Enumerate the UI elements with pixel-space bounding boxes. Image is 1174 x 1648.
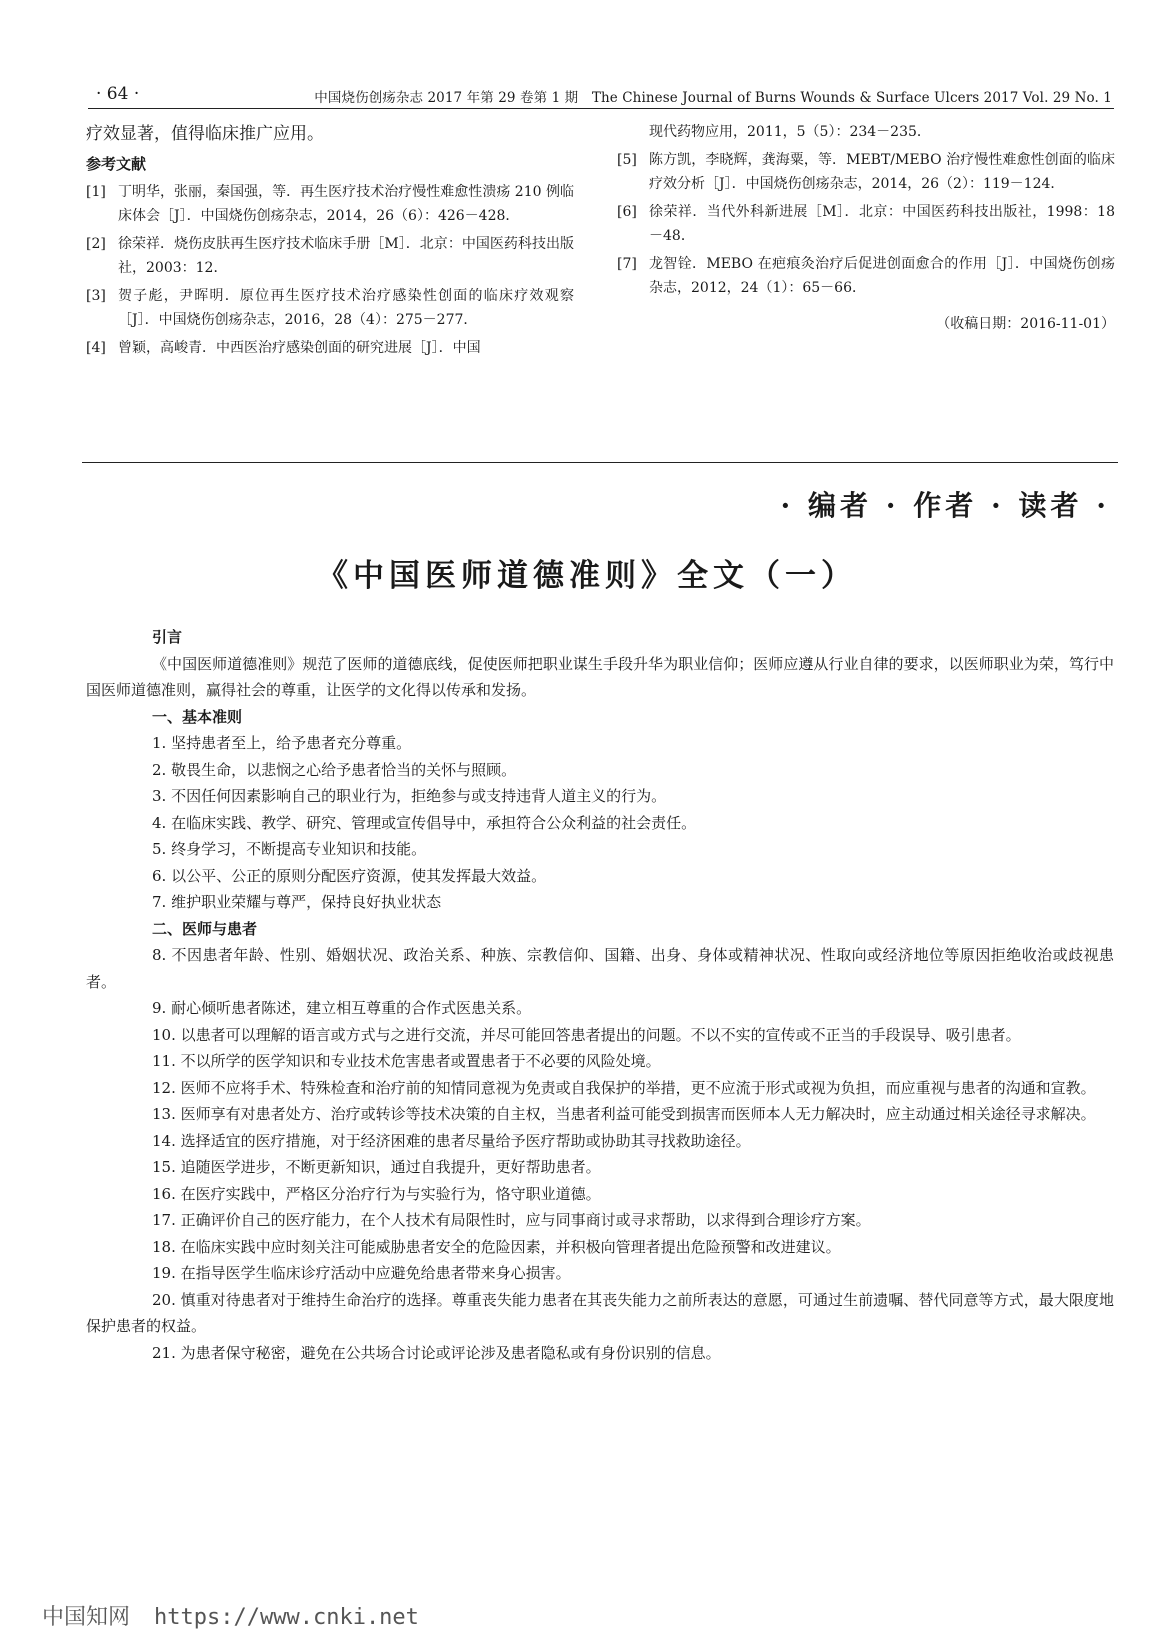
reference-item	[617, 148, 1115, 196]
reference-number: [5]	[617, 152, 637, 168]
page-number: · 64 ·	[96, 84, 140, 104]
reference-text: 徐荣祥．烧伤皮肤再生医疗技术临床手册［M］．北京：中国医药科技出版社，2003：12．	[118, 236, 574, 276]
running-header	[88, 84, 1114, 108]
reference-text: 徐荣祥．当代外科新进展［M］．北京：中国医药科技出版社，1998：18－48．	[649, 204, 1115, 244]
reference-item	[617, 252, 1115, 300]
list-item: 3. 不因任何因素影响自己的职业行为，拒绝参与或支持违背人道主义的行为。	[152, 787, 667, 805]
watermark-site: 中国知网	[42, 1605, 131, 1630]
list-item: 15. 追随医学进步，不断更新知识，通过自我提升，更好帮助患者。	[152, 1158, 601, 1176]
section-heading: 二、医师与患者	[152, 919, 258, 938]
cnki-watermark	[42, 1600, 419, 1631]
list-item: 8. 不因患者年龄、性别、婚姻状况、政治关系、种族、宗教信仰、国籍、出身、身体或精神状况、性取向或经济地位等原因拒绝收治或歧视患者。	[86, 946, 1114, 991]
article-body	[86, 624, 1114, 1366]
list-item: 7. 维护职业荣耀与尊严，保持良好执业状态	[152, 893, 442, 911]
list-item: 9. 耐心倾听患者陈述，建立相互尊重的合作式医患关系。	[152, 999, 532, 1017]
reference-number: [6]	[617, 204, 637, 220]
reference-item	[86, 284, 574, 332]
list-item: 4. 在临床实践、教学、研究、管理或宣传倡导中，承担符合公众利益的社会责任。	[152, 813, 697, 832]
list-item: 5. 终身学习，不断提高专业知识和技能。	[152, 840, 427, 858]
reference-item	[86, 180, 574, 228]
reference-text: 贺子彪，尹晖明．原位再生医疗技术治疗感染性创面的临床疗效观察［J］．中国烧伤创疡杂志，2016，28（4）：275－277．	[118, 288, 574, 328]
reference-continuation: 现代药物应用，2011，5（5）：234－235．	[649, 124, 931, 140]
reference-number: [1]	[86, 184, 106, 200]
watermark-url: https://www.cnki.net	[154, 1605, 419, 1630]
reference-number: [4]	[86, 340, 106, 356]
reference-text: 龙智铨．MEBO 在疤痕灸治疗后促进创面愈合的作用［J］．中国烧伤创疡杂志，2012，24（1）：65－66．	[649, 256, 1115, 296]
list-item: 20. 慎重对待患者对于维持生命治疗的选择。尊重丧失能力患者在其丧失能力之前所表达的意愿，可通过生前遗嘱、替代同意等方式，最大限度地保护患者的权益。	[86, 1290, 1114, 1335]
list-item: 11. 不以所学的医学知识和专业技术危害患者或置患者于不必要的风险处境。	[152, 1052, 661, 1070]
reference-text: 丁明华，张丽，秦国强，等．再生医疗技术治疗慢性难愈性溃疡 210 例临床体会［J］．中国烧伤创疡杂志，2014，26（6）：426－428．	[118, 184, 574, 224]
list-item: 16. 在医疗实践中，严格区分治疗行为与实验行为，恪守职业道德。	[152, 1184, 601, 1203]
left-column	[86, 120, 574, 364]
list-item: 10. 以患者可以理解的语言或方式与之进行交流，并尽可能回答患者提出的问题。不以不实的宣传或不正当的手段误导、吸引患者。	[152, 1025, 1021, 1044]
article-title: 《中国医师道德准则》全文（一）	[317, 558, 857, 594]
references-heading: 参考文献	[86, 155, 147, 173]
journal-citation: 中国烧伤创疡杂志 2017 年第 29 卷第 1 期 The Chinese Journal of Burns Wounds & Surface Ulcers 2017 Vol. 29 No. 1	[314, 90, 1112, 106]
section-rule	[82, 462, 1118, 463]
reference-text: 曾颖，高峻青．中西医治疗感染创面的研究进展［J］．中国	[118, 340, 481, 356]
header-rule	[88, 108, 1114, 109]
reference-item	[86, 336, 574, 360]
reference-text: 陈方凯，李晓辉，龚海粟，等．MEBT/MEBO 治疗慢性难愈性创面的临床疗效分析［J］．中国烧伤创疡杂志，2014，26（2）：119－124．	[649, 152, 1115, 192]
list-item: 21. 为患者保守秘密，避免在公共场合讨论或评论涉及患者隐私或有身份识别的信息。	[152, 1343, 721, 1362]
list-item: 1. 坚持患者至上，给予患者充分尊重。	[152, 734, 412, 752]
reference-item	[86, 232, 574, 280]
reference-number: [3]	[86, 288, 106, 304]
reference-item	[617, 200, 1115, 248]
section-heading: 一、基本准则	[152, 707, 243, 726]
section-label: · 编者 · 作者 · 读者 ·	[780, 489, 1110, 522]
reference-number: [2]	[86, 236, 106, 252]
list-item: 17. 正确评价自己的医疗能力，在个人技术有局限性时，应与同事商讨或寻求帮助，以求得到合理诊疗方案。	[152, 1211, 871, 1229]
list-item: 19. 在指导医学生临床诊疗活动中应避免给患者带来身心损害。	[152, 1264, 571, 1282]
list-item: 14. 选择适宜的医疗措施，对于经济困难的患者尽量给予医疗帮助或协助其寻找救助途径。	[152, 1131, 751, 1150]
intro-paragraph: 《中国医师道德准则》规范了医师的道德底线，促使医师把职业谋生手段升华为职业信仰；医师应遵从行业自律的要求，以医师职业为荣，笃行中国医师道德准则，赢得社会的尊重，让医学的文化得以传承和发扬。	[86, 654, 1114, 699]
list-item: 6. 以公平、公正的原则分配医疗资源，使其发挥最大效益。	[152, 866, 547, 885]
received-date: （收稿日期：2016-11-01）	[936, 316, 1115, 332]
list-item: 2. 敬畏生命，以悲悯之心给予患者恰当的关怀与照顾。	[152, 760, 517, 779]
list-item: 13. 医师享有对患者处方、治疗或转诊等技术决策的自主权，当患者利益可能受到损害而医师本人无力解决时，应主动通过相关途径寻求解决。	[152, 1105, 1096, 1123]
right-column	[617, 120, 1115, 336]
previous-article-ending: 疗效显著，值得临床推广应用。	[86, 124, 324, 144]
reference-number: [7]	[617, 256, 637, 272]
list-item: 18. 在临床实践中应时刻关注可能威胁患者安全的危险因素，并积极向管理者提出危险预警和改进建议。	[152, 1237, 841, 1256]
list-item: 12. 医师不应将手术、特殊检查和治疗前的知情同意视为免责或自我保护的举措，更不应流于形式或视为负担，而应重视与患者的沟通和宣教。	[152, 1078, 1096, 1097]
intro-heading: 引言	[152, 628, 183, 646]
